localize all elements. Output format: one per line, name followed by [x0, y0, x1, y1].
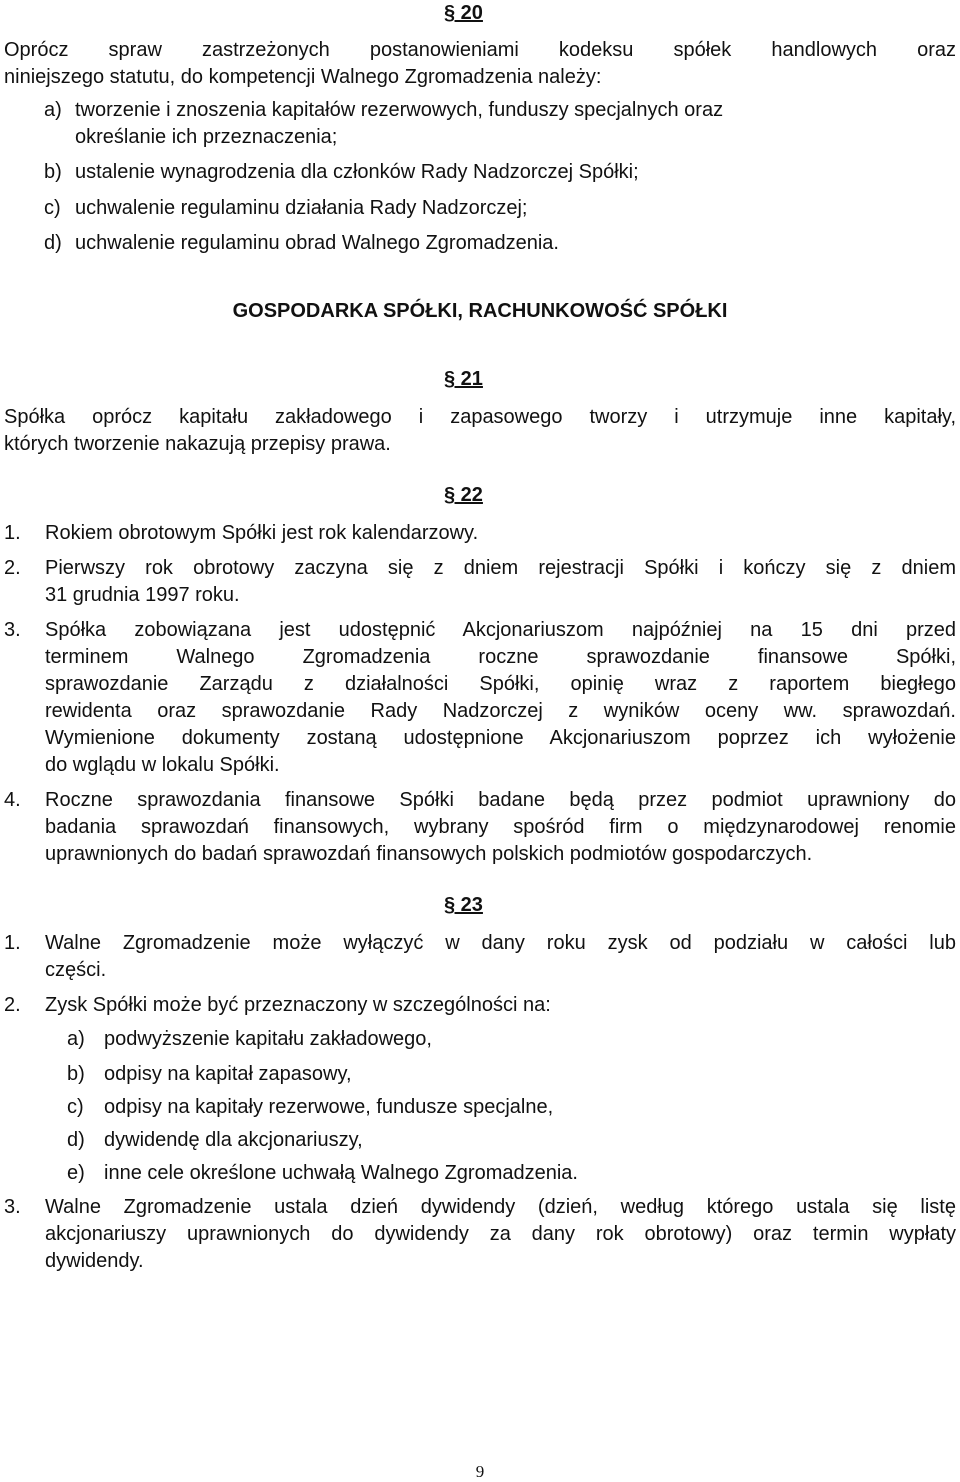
- p22-item-3-line-4: rewidenta oraz sprawozdanie Rady Nadzorczej z wyników oceny ww. sprawozdań.: [45, 700, 956, 722]
- p22-item-3-line-1: Spółka zobowiązana jest udostępnić Akcjonariuszom najpóźniej na 15 dni przed: [45, 619, 956, 641]
- section-21-heading: § 21: [444, 368, 483, 390]
- p23-item-1-line-2: części.: [45, 959, 107, 981]
- p23-item-2-marker: 2.: [4, 994, 21, 1016]
- p20-item-a-line-2: określanie ich przeznaczenia;: [75, 126, 338, 148]
- p23-item-c-text: odpisy na kapitały rezerwowe, fundusze specjalne,: [104, 1096, 554, 1118]
- p22-item-3-line-3: sprawozdanie Zarządu z działalności Spółki, opinię wraz z raportem biegłego: [45, 673, 956, 695]
- p20-item-d-text: uchwalenie regulaminu obrad Walnego Zgromadzenia.: [75, 232, 559, 254]
- p22-item-1-text: Rokiem obrotowym Spółki jest rok kalendarzowy.: [45, 522, 479, 544]
- p23-item-e-marker: e): [67, 1162, 85, 1184]
- p23-item-e-text: inne cele określone uchwałą Walnego Zgromadzenia.: [104, 1162, 578, 1184]
- page-number: 9: [475, 1462, 485, 1481]
- p20-item-c-marker: c): [44, 197, 61, 219]
- p22-item-3-line-6: do wglądu w lokalu Spółki.: [45, 754, 280, 776]
- p22-item-2-marker: 2.: [4, 557, 21, 579]
- p20-item-a-marker: a): [44, 99, 62, 121]
- p23-item-c-marker: c): [67, 1096, 84, 1118]
- p22-item-4-line-1: Roczne sprawozdania finansowe Spółki badane będą przez podmiot uprawniony do: [45, 789, 956, 811]
- p22-item-4-marker: 4.: [4, 789, 21, 811]
- p23-item-1-marker: 1.: [4, 932, 21, 954]
- p20-item-c-text: uchwalenie regulaminu działania Rady Nadzorczej;: [75, 197, 528, 219]
- p20-item-b-text: ustalenie wynagrodzenia dla członków Rady Nadzorczej Spółki;: [75, 161, 639, 183]
- p22-item-3-line-5: Wymienione dokumenty zostaną udostępnione Akcjonariuszom poprzez ich wyłożenie: [45, 727, 956, 749]
- p22-item-1-marker: 1.: [4, 522, 21, 544]
- p20-item-d-marker: d): [44, 232, 62, 254]
- p23-item-a-text: podwyższenie kapitału zakładowego,: [104, 1028, 432, 1050]
- p22-item-2-line-2: 31 grudnia 1997 roku.: [45, 584, 240, 606]
- section-22-heading: § 22: [444, 484, 483, 506]
- section-23-heading: § 23: [444, 894, 483, 916]
- p22-item-2-line-1: Pierwszy rok obrotowy zaczyna się z dniem rejestracji Spółki i kończy się z dniem: [45, 557, 956, 579]
- p23-item-1-line-1: Walne Zgromadzenie może wyłączyć w dany roku zysk od podziału w całości lub: [45, 932, 956, 954]
- p21-line-1: Spółka oprócz kapitału zakładowego i zapasowego tworzy i utrzymuje inne kapitały,: [4, 406, 956, 428]
- p20-intro-line-2: niniejszego statutu, do kompetencji Walnego Zgromadzenia należy:: [4, 66, 602, 88]
- p23-item-3-marker: 3.: [4, 1196, 21, 1218]
- p21-line-2: których tworzenie nakazują przepisy prawa.: [4, 433, 391, 455]
- p20-intro-line-1: Oprócz spraw zastrzeżonych postanowieniami kodeksu spółek handlowych oraz: [4, 39, 956, 61]
- p23-item-3-line-1: Walne Zgromadzenie ustala dzień dywidendy (dzień, według którego ustala się listę: [45, 1196, 956, 1218]
- p23-item-3-line-3: dywidendy.: [45, 1250, 144, 1272]
- p22-item-4-line-2: badania sprawozdań finansowych, wybrany spośród firm o międzynarodowej renomie: [45, 816, 956, 838]
- p22-item-3-marker: 3.: [4, 619, 21, 641]
- p23-item-2-text: Zysk Spółki może być przeznaczony w szczególności na:: [45, 994, 551, 1016]
- p22-item-3-line-2: terminem Walnego Zgromadzenia roczne sprawozdanie finansowe Spółki,: [45, 646, 956, 668]
- chapter-heading: GOSPODARKA SPÓŁKI, RACHUNKOWOŚĆ SPÓŁKI: [232, 300, 728, 322]
- section-20-heading: § 20: [444, 2, 483, 24]
- p20-item-b-marker: b): [44, 161, 62, 183]
- p23-item-b-text: odpisy na kapitał zapasowy,: [104, 1063, 352, 1085]
- p23-item-b-marker: b): [67, 1063, 85, 1085]
- p20-item-a-line-1: tworzenie i znoszenia kapitałów rezerwowych, funduszy specjalnych oraz: [75, 99, 724, 121]
- p23-item-a-marker: a): [67, 1028, 85, 1050]
- p23-item-d-text: dywidendę dla akcjonariuszy,: [104, 1129, 363, 1151]
- p22-item-4-line-3: uprawnionych do badań sprawozdań finansowych polskich podmiotów gospodarczych.: [45, 843, 813, 865]
- p23-item-3-line-2: akcjonariuszy uprawnionych do dywidendy za dany rok obrotowy) oraz termin wypłaty: [45, 1223, 956, 1245]
- p23-item-d-marker: d): [67, 1129, 85, 1151]
